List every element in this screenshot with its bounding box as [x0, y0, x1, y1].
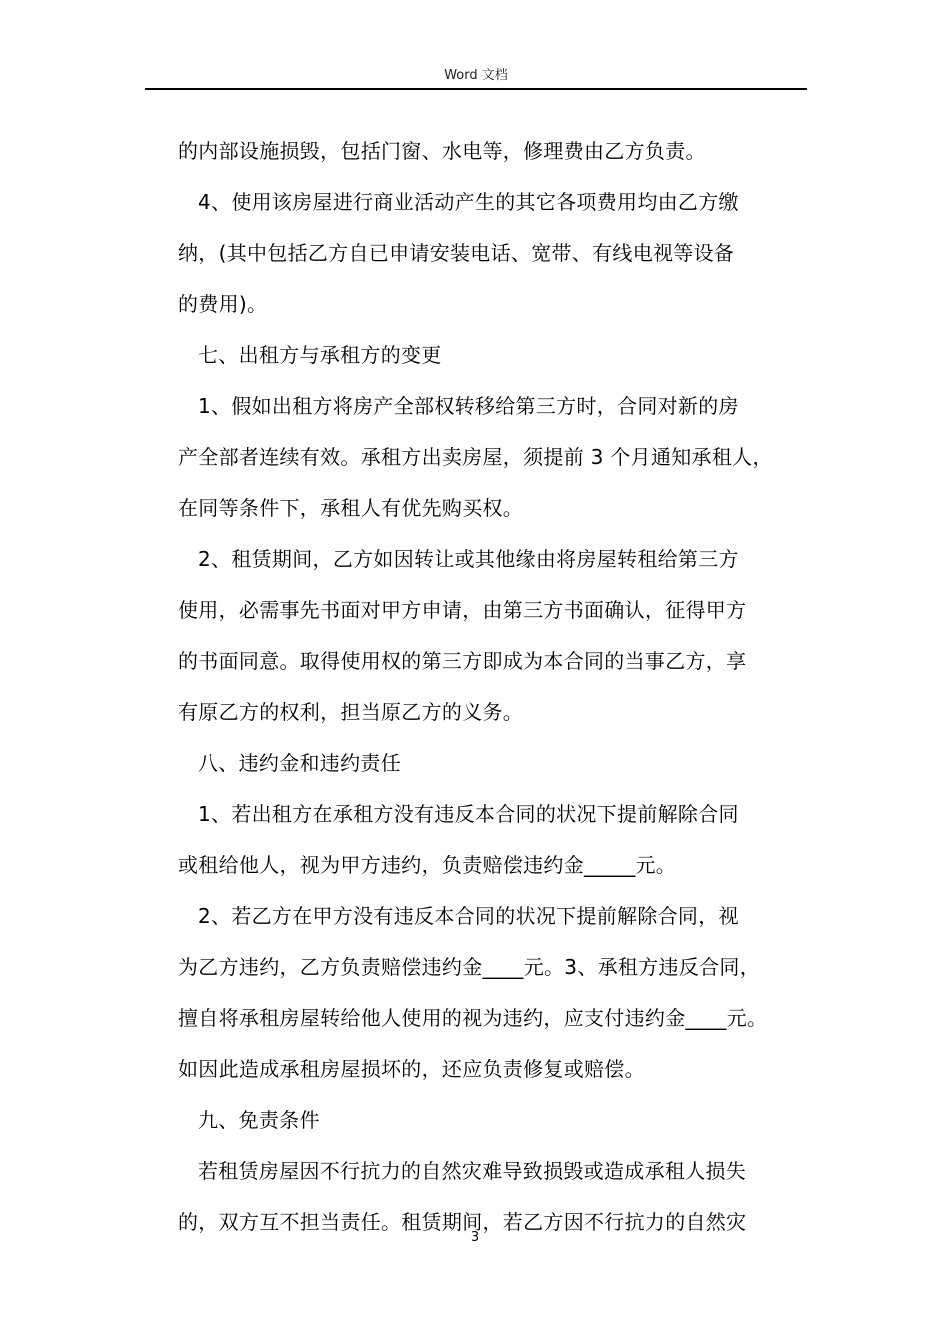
body-line: 1、假如出租方将房产全部权转移给第三方时，合同对新的房 — [198, 394, 739, 418]
body-line: 2、若乙方在甲方没有违反本合同的状况下提前解除合同，视 — [198, 904, 739, 928]
body-line: 为乙方违约，乙方负责赔偿违约金____元。3、承租方违反合同， — [178, 955, 761, 979]
body-line: 使用，必需事先书面对甲方申请，由第三方书面确认，征得甲方 — [178, 598, 747, 622]
body-line: 的费用)。 — [178, 292, 268, 316]
body-line: 在同等条件下，承租人有优先购买权。 — [178, 496, 524, 520]
document-body — [178, 126, 808, 1248]
header-divider — [145, 88, 807, 90]
body-line: 的书面同意。取得使用权的第三方即成为本合同的当事乙方，享 — [178, 649, 747, 673]
body-line: 擅自将承租房屋转给他人使用的视为违约，应支付违约金____元。 — [178, 1006, 768, 1030]
body-line: 4、使用该房屋进行商业活动产生的其它各项费用均由乙方缴 — [198, 190, 739, 214]
body-line: 或租给他人，视为甲方违约，负责赔偿违约金_____元。 — [178, 853, 677, 877]
body-line: 有原乙方的权利，担当原乙方的义务。 — [178, 700, 524, 724]
body-line: 2、租赁期间，乙方如因转让或其他缘由将房屋转租给第三方 — [198, 547, 739, 571]
body-line: 1、若出租方在承租方没有违反本合同的状况下提前解除合同 — [198, 802, 739, 826]
body-line: 的，双方互不担当责任。租赁期间，若乙方因不行抗力的自然灾 — [178, 1210, 747, 1234]
body-line: 若租赁房屋因不行抗力的自然灾难导致损毁或造成承租人损失 — [198, 1159, 747, 1183]
page-header-title: Word 文档 — [444, 68, 508, 83]
section-heading: 七、出租方与承租方的变更 — [198, 343, 442, 367]
body-line: 的内部设施损毁，包括门窗、水电等，修理费由乙方负责。 — [178, 139, 706, 163]
body-line: 产全部者连续有效。承租方出卖房屋，须提前 3 个月通知承租人， — [178, 445, 773, 469]
body-line: 如因此造成承租房屋损坏的，还应负责修复或赔偿。 — [178, 1057, 645, 1081]
section-heading: 八、违约金和违约责任 — [198, 751, 401, 775]
body-line: 纳，(其中包括乙方自已申请安装电话、宽带、有线电视等设备 — [178, 241, 735, 265]
page-number: 3 — [470, 1230, 480, 1245]
section-heading: 九、免责条件 — [198, 1108, 320, 1132]
